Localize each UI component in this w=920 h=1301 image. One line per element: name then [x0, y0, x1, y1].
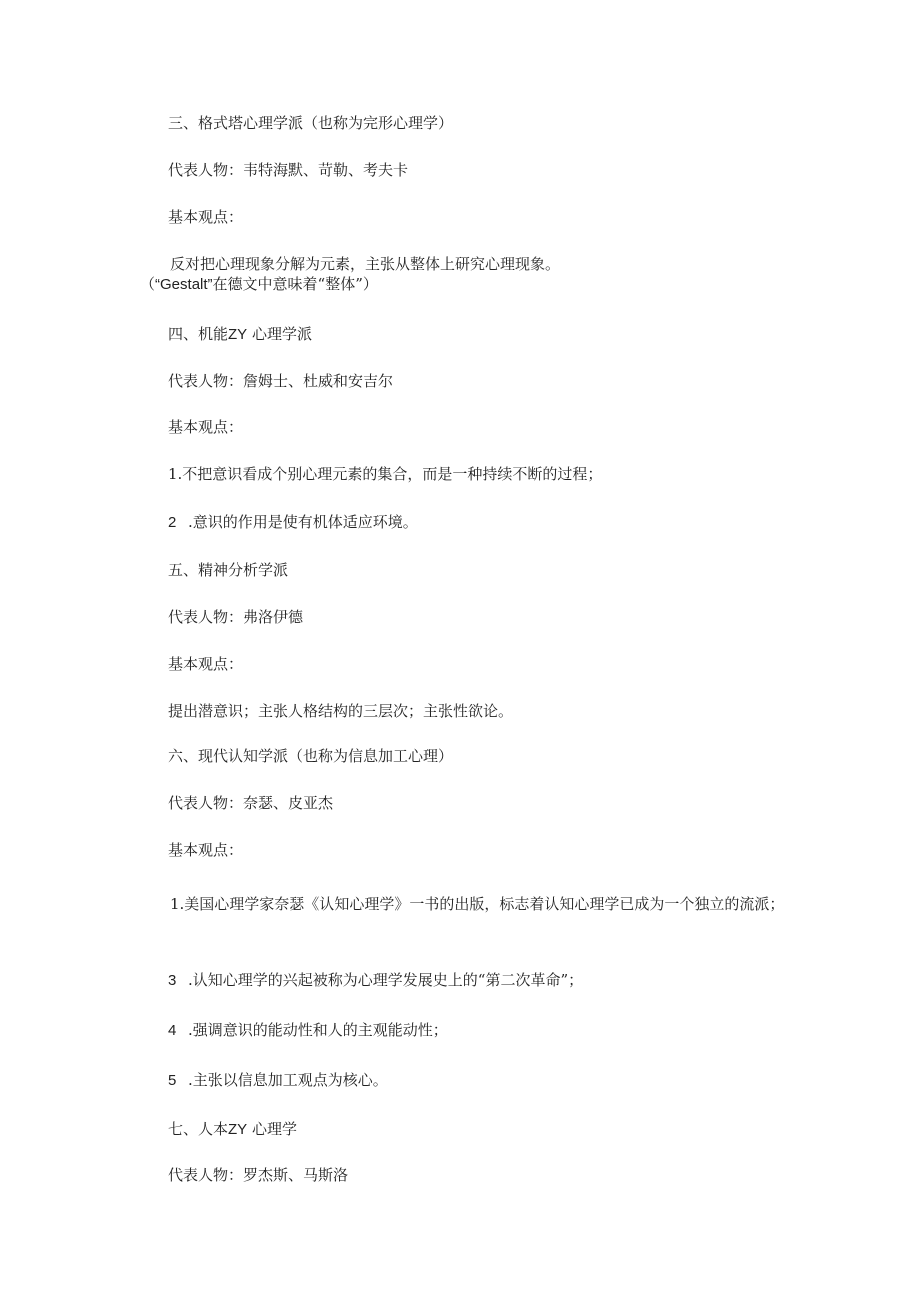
section-6-point-5-text: .主张以信息加工观点为核心。 [188, 1071, 388, 1089]
section-4-heading-latin: ZY [228, 326, 248, 343]
section-6-point-4-number: 4 [168, 1022, 177, 1039]
section-7-representatives: 代表人物：罗杰斯、马斯洛 [168, 1166, 349, 1184]
section-6-heading: 六、现代认知学派（也称为信息加工心理） [168, 747, 454, 765]
section-5-representatives: 代表人物：弗洛伊德 [168, 608, 304, 626]
section-3-view-term: “Gestalt” [155, 276, 213, 293]
section-4-point-2-text: .意识的作用是使有机体适应环境。 [188, 513, 418, 531]
section-4-heading-part-1: 四、机能 [168, 325, 229, 343]
section-6-point-5-number: 5 [168, 1072, 177, 1089]
section-6-point-3 [168, 970, 583, 991]
section-3-view [140, 254, 790, 295]
section-6-views-label: 基本观点： [168, 841, 244, 859]
section-6-point-5 [168, 1070, 388, 1091]
section-4-heading [168, 324, 312, 345]
section-4-representatives: 代表人物：詹姆士、杜威和安吉尔 [168, 372, 394, 390]
section-6-point-3-text: .认知心理学的兴起被称为心理学发展史上的“第二次革命”； [188, 971, 584, 989]
section-3-heading: 三、格式塔心理学派（也称为完形心理学） [168, 114, 454, 132]
section-6-point-3-number: 3 [168, 972, 177, 989]
section-7-heading-part-1: 七、人本 [168, 1120, 229, 1138]
section-3-representatives: 代表人物：韦特海默、苛勒、考夫卡 [168, 161, 409, 179]
section-4-views-label: 基本观点： [168, 418, 244, 436]
section-4-heading-part-2: 心理学派 [251, 325, 312, 343]
section-4-point-2 [168, 512, 418, 533]
section-6-point-4-text: .强调意识的能动性和人的主观能动性； [188, 1021, 448, 1039]
section-4-point-1: 1.不把意识看成个别心理元素的集合，而是一种持续不断的过程； [168, 465, 603, 483]
section-7-heading [168, 1119, 297, 1140]
section-5-view: 提出潜意识；主张人格结构的三层次；主张性欲论。 [168, 702, 514, 720]
section-5-heading: 五、精神分析学派 [168, 561, 289, 579]
section-6-point-1: 1.美国心理学家奈瑟《认知心理学》一书的出版，标志着认知心理学已成为一个独立的流派； [170, 895, 785, 913]
section-5-views-label: 基本观点： [168, 655, 244, 673]
section-7-heading-part-2: 心理学 [251, 1120, 297, 1138]
section-4-point-2-number: 2 [168, 514, 177, 531]
section-3-views-label: 基本观点： [168, 208, 244, 226]
section-3-view-text-1: 反对把心理现象分解为元素，主张从整体上研究心理现象。（ [140, 255, 561, 293]
section-3-view-text-2: 在德文中意味着“整体”） [212, 275, 378, 293]
section-7-heading-latin: ZY [228, 1121, 248, 1138]
section-6-representatives: 代表人物：奈瑟、皮亚杰 [168, 794, 334, 812]
section-6-point-4 [168, 1020, 448, 1041]
